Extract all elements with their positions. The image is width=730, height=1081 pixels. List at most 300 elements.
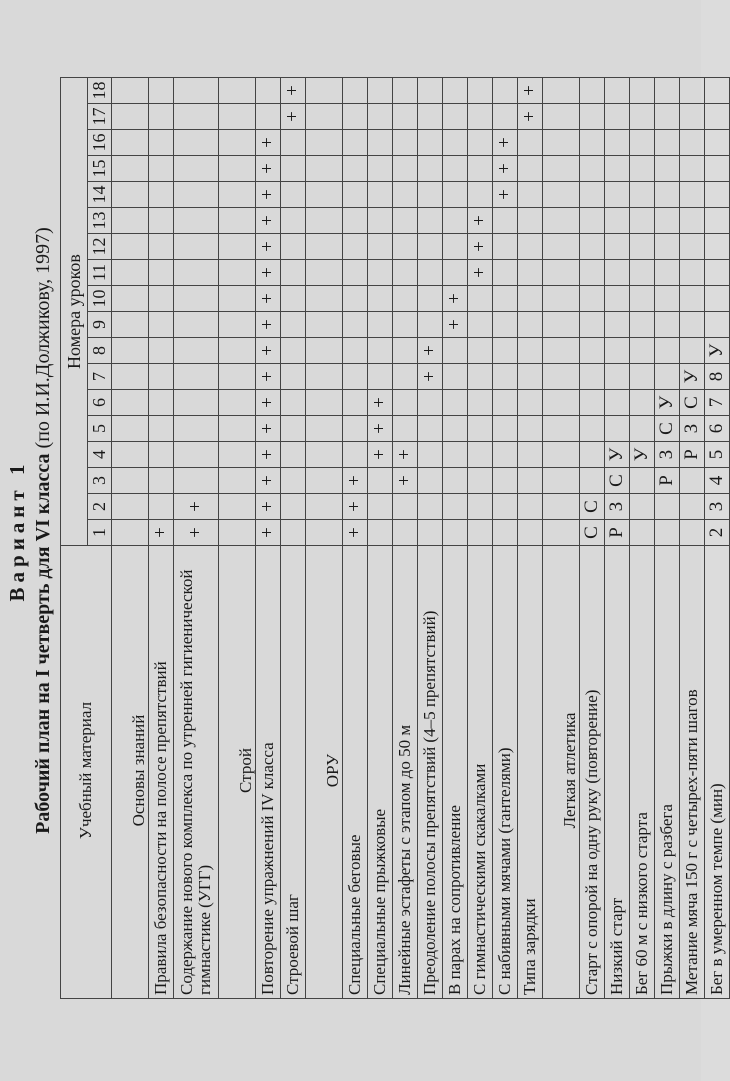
lesson-cell xyxy=(281,364,306,390)
lesson-cell xyxy=(518,364,543,390)
lesson-cell xyxy=(281,312,306,338)
lesson-cell xyxy=(343,182,368,208)
material-label: Строевой шаг xyxy=(281,546,306,999)
lesson-cell xyxy=(368,208,393,234)
lesson-cell xyxy=(393,520,418,546)
lesson-cell xyxy=(705,130,730,156)
lesson-cell xyxy=(368,364,393,390)
lesson-cell xyxy=(149,156,174,182)
lesson-cell xyxy=(393,130,418,156)
lesson-cell xyxy=(680,520,705,546)
lesson-cell xyxy=(468,182,493,208)
lesson-cell xyxy=(443,442,468,468)
lesson-cell xyxy=(418,260,443,286)
lesson-cell xyxy=(368,130,393,156)
plan-subtitle xyxy=(30,0,56,1071)
lesson-cell xyxy=(468,416,493,442)
lesson-cell xyxy=(112,130,149,156)
lesson-cell xyxy=(112,78,149,104)
lesson-cell xyxy=(149,286,174,312)
lessons-column-header: Номера уроков xyxy=(61,78,88,546)
lesson-cell xyxy=(580,130,605,156)
lesson-cell xyxy=(605,234,630,260)
lesson-cell xyxy=(174,234,219,260)
lesson-cell: + xyxy=(256,312,281,338)
table-row xyxy=(630,78,655,999)
table-row xyxy=(149,78,174,999)
lesson-cell xyxy=(493,208,518,234)
lesson-number: 11 xyxy=(88,260,112,286)
lesson-cell xyxy=(655,234,680,260)
lesson-cell: + xyxy=(393,468,418,494)
lesson-cell xyxy=(543,260,580,286)
lesson-cell xyxy=(343,130,368,156)
lesson-cell xyxy=(655,520,680,546)
lesson-cell xyxy=(543,416,580,442)
lesson-cell xyxy=(368,520,393,546)
lesson-cell xyxy=(543,182,580,208)
lesson-cell: + xyxy=(368,390,393,416)
lesson-number: 10 xyxy=(88,286,112,312)
lesson-number: 6 xyxy=(88,390,112,416)
lesson-cell xyxy=(605,390,630,416)
lesson-cell xyxy=(655,208,680,234)
lesson-cell xyxy=(630,520,655,546)
lesson-cell xyxy=(219,234,256,260)
lesson-cell xyxy=(281,260,306,286)
lesson-number: 12 xyxy=(88,234,112,260)
lesson-cell xyxy=(174,338,219,364)
lesson-cell: + xyxy=(256,130,281,156)
lesson-cell xyxy=(705,78,730,104)
lesson-cell xyxy=(343,260,368,286)
lesson-cell xyxy=(149,130,174,156)
lesson-cell xyxy=(518,520,543,546)
lesson-cell xyxy=(418,468,443,494)
lesson-cell: + xyxy=(256,338,281,364)
lesson-cell: + xyxy=(256,468,281,494)
lesson-cell xyxy=(543,156,580,182)
lesson-cell xyxy=(281,416,306,442)
lesson-cell xyxy=(343,416,368,442)
lesson-cell: 7 xyxy=(705,390,730,416)
lesson-cell xyxy=(368,234,393,260)
lesson-cell xyxy=(630,390,655,416)
lesson-cell xyxy=(630,182,655,208)
lesson-cell xyxy=(306,338,343,364)
lesson-cell: С xyxy=(580,520,605,546)
lesson-cell xyxy=(680,130,705,156)
lesson-cell: + xyxy=(493,156,518,182)
lesson-cell: С xyxy=(605,468,630,494)
lesson-cell xyxy=(493,416,518,442)
lesson-cell xyxy=(174,442,219,468)
lesson-cell: + xyxy=(518,78,543,104)
lesson-cell: + xyxy=(256,208,281,234)
table-row xyxy=(468,78,493,999)
section-label: Легкая атлетика xyxy=(543,546,580,999)
lesson-cell xyxy=(393,286,418,312)
lesson-cell xyxy=(393,234,418,260)
lesson-number: 16 xyxy=(88,130,112,156)
lesson-cell xyxy=(518,234,543,260)
lesson-cell: 5 xyxy=(705,442,730,468)
table-row xyxy=(580,78,605,999)
lesson-cell xyxy=(493,286,518,312)
lesson-cell xyxy=(306,130,343,156)
lesson-cell xyxy=(306,468,343,494)
lesson-cell xyxy=(306,286,343,312)
lesson-cell xyxy=(418,208,443,234)
lesson-cell xyxy=(306,208,343,234)
lesson-number: 1 xyxy=(88,520,112,546)
lesson-cell xyxy=(219,286,256,312)
lesson-cell: + xyxy=(256,494,281,520)
lesson-cell xyxy=(580,468,605,494)
lesson-cell xyxy=(543,234,580,260)
material-label: Содержание нового комплекса по утренней гигиенической гимнастике (УГГ) xyxy=(174,546,219,999)
lesson-cell xyxy=(219,364,256,390)
lesson-cell xyxy=(174,364,219,390)
lesson-cell: 2 xyxy=(705,520,730,546)
lesson-cell xyxy=(343,208,368,234)
lesson-cell xyxy=(418,416,443,442)
lesson-cell xyxy=(393,260,418,286)
lesson-cell xyxy=(219,442,256,468)
lesson-cell xyxy=(393,494,418,520)
table-row xyxy=(680,78,705,999)
lesson-cell xyxy=(343,390,368,416)
lesson-cell xyxy=(680,286,705,312)
lesson-cell xyxy=(418,442,443,468)
lesson-cell: + xyxy=(256,156,281,182)
lesson-cell xyxy=(418,520,443,546)
lesson-cell xyxy=(705,208,730,234)
lesson-cell xyxy=(443,104,468,130)
lesson-cell xyxy=(680,182,705,208)
lesson-cell xyxy=(605,104,630,130)
material-label: Типа зарядки xyxy=(518,546,543,999)
lesson-cell xyxy=(655,494,680,520)
lesson-cell xyxy=(393,156,418,182)
lesson-cell xyxy=(149,390,174,416)
lesson-cell xyxy=(149,104,174,130)
lesson-cell xyxy=(418,234,443,260)
lesson-cell xyxy=(518,286,543,312)
lesson-cell xyxy=(368,182,393,208)
lesson-cell xyxy=(219,416,256,442)
lesson-cell xyxy=(393,182,418,208)
lesson-cell xyxy=(443,364,468,390)
lesson-cell xyxy=(493,494,518,520)
lesson-cell xyxy=(219,260,256,286)
lesson-cell xyxy=(368,468,393,494)
lesson-cell: + xyxy=(343,520,368,546)
lesson-cell xyxy=(219,130,256,156)
lesson-cell xyxy=(368,286,393,312)
lesson-cell xyxy=(306,260,343,286)
lesson-cell xyxy=(543,468,580,494)
table-body xyxy=(112,78,730,999)
section-label: Строй xyxy=(219,546,256,999)
lesson-cell: + xyxy=(256,390,281,416)
lesson-cell xyxy=(468,338,493,364)
lesson-cell: З xyxy=(655,442,680,468)
lesson-number: 7 xyxy=(88,364,112,390)
table-row xyxy=(281,78,306,999)
lesson-cell xyxy=(630,208,655,234)
lesson-cell xyxy=(306,312,343,338)
lesson-cell: С xyxy=(680,390,705,416)
lesson-cell xyxy=(418,156,443,182)
lesson-cell xyxy=(306,364,343,390)
lesson-cell xyxy=(580,364,605,390)
lesson-cell xyxy=(705,260,730,286)
lesson-cell xyxy=(630,312,655,338)
lesson-cell xyxy=(605,260,630,286)
lesson-cell xyxy=(680,234,705,260)
lesson-cell xyxy=(393,390,418,416)
table-row xyxy=(174,78,219,999)
lesson-cell xyxy=(518,312,543,338)
table-row xyxy=(443,78,468,999)
lesson-cell xyxy=(281,520,306,546)
lesson-cell xyxy=(219,312,256,338)
lesson-cell xyxy=(493,338,518,364)
lesson-cell xyxy=(443,260,468,286)
lesson-cell xyxy=(705,286,730,312)
lesson-cell xyxy=(393,338,418,364)
lesson-cell: + xyxy=(149,520,174,546)
lesson-cell xyxy=(256,104,281,130)
lesson-cell: + xyxy=(174,494,219,520)
lesson-cell xyxy=(149,416,174,442)
lesson-cell xyxy=(580,338,605,364)
lesson-cell: + xyxy=(343,494,368,520)
lesson-cell xyxy=(393,312,418,338)
lesson-cell xyxy=(543,364,580,390)
lesson-cell xyxy=(680,494,705,520)
lesson-cell xyxy=(468,520,493,546)
table-row xyxy=(655,78,680,999)
lesson-cell xyxy=(174,390,219,416)
lesson-cell xyxy=(543,78,580,104)
lesson-cell xyxy=(655,286,680,312)
lesson-cell xyxy=(219,156,256,182)
lesson-cell xyxy=(306,156,343,182)
lesson-cell xyxy=(306,494,343,520)
lesson-cell: У xyxy=(605,442,630,468)
lesson-cell xyxy=(543,390,580,416)
lesson-cell xyxy=(219,494,256,520)
lesson-cell: + xyxy=(256,364,281,390)
lesson-cell xyxy=(680,104,705,130)
material-label: Специальные прыжковые xyxy=(368,546,393,999)
table-row xyxy=(493,78,518,999)
lesson-number: 9 xyxy=(88,312,112,338)
lesson-cell: 8 xyxy=(705,364,730,390)
lesson-cell xyxy=(418,78,443,104)
lesson-cell xyxy=(112,156,149,182)
lesson-cell xyxy=(580,156,605,182)
lesson-cell xyxy=(443,468,468,494)
lesson-number: 14 xyxy=(88,182,112,208)
lesson-cell xyxy=(518,156,543,182)
material-label: Специальные беговые xyxy=(343,546,368,999)
lesson-cell xyxy=(630,416,655,442)
lesson-cell xyxy=(281,494,306,520)
lesson-cell: 3 xyxy=(705,494,730,520)
lesson-cell: + xyxy=(368,442,393,468)
lesson-cell xyxy=(393,104,418,130)
lesson-cell xyxy=(605,364,630,390)
lesson-cell: + xyxy=(493,130,518,156)
lesson-number: 2 xyxy=(88,494,112,520)
lesson-cell xyxy=(174,468,219,494)
lesson-cell xyxy=(112,312,149,338)
lesson-cell xyxy=(580,260,605,286)
lesson-cell xyxy=(281,338,306,364)
lesson-cell xyxy=(518,468,543,494)
lesson-cell xyxy=(518,260,543,286)
lesson-cell xyxy=(655,104,680,130)
lesson-cell xyxy=(580,390,605,416)
material-label: Метание мяча 150 г с четырех-пяти шагов xyxy=(680,546,705,999)
lesson-cell xyxy=(518,494,543,520)
lesson-cell: У xyxy=(655,390,680,416)
lesson-cell xyxy=(343,234,368,260)
lesson-cell xyxy=(112,338,149,364)
lesson-cell xyxy=(343,364,368,390)
lesson-cell xyxy=(543,494,580,520)
lesson-cell xyxy=(605,182,630,208)
lesson-cell: + xyxy=(256,260,281,286)
section-label: Основы знаний xyxy=(112,546,149,999)
lesson-cell xyxy=(418,286,443,312)
lesson-cell xyxy=(281,234,306,260)
lesson-cell xyxy=(493,468,518,494)
lesson-cell xyxy=(468,78,493,104)
lesson-cell xyxy=(343,104,368,130)
section-row xyxy=(219,78,256,999)
lesson-cell xyxy=(418,130,443,156)
lesson-number: 4 xyxy=(88,442,112,468)
table-row xyxy=(393,78,418,999)
lesson-cell xyxy=(580,286,605,312)
lesson-cell xyxy=(281,156,306,182)
lesson-cell xyxy=(256,78,281,104)
lesson-cell xyxy=(705,156,730,182)
lesson-cell xyxy=(418,182,443,208)
lesson-cell xyxy=(605,78,630,104)
table-row xyxy=(605,78,630,999)
lesson-cell xyxy=(630,338,655,364)
lesson-cell xyxy=(219,520,256,546)
lesson-cell xyxy=(543,286,580,312)
lesson-cell xyxy=(468,130,493,156)
lesson-cell xyxy=(174,104,219,130)
lesson-cell xyxy=(580,234,605,260)
lesson-cell xyxy=(543,520,580,546)
material-label: С гимнастическими скакалками xyxy=(468,546,493,999)
lesson-cell xyxy=(149,234,174,260)
lesson-cell xyxy=(580,416,605,442)
lesson-cell xyxy=(219,78,256,104)
lesson-cell xyxy=(543,312,580,338)
lesson-cell: + xyxy=(393,442,418,468)
lesson-cell: + xyxy=(256,286,281,312)
lesson-cell xyxy=(306,104,343,130)
lesson-cell xyxy=(418,312,443,338)
lesson-cell: + xyxy=(256,416,281,442)
lesson-cell xyxy=(281,286,306,312)
lesson-cell xyxy=(368,494,393,520)
section-label: ОРУ xyxy=(306,546,343,999)
lesson-cell xyxy=(680,468,705,494)
lesson-cell: + xyxy=(256,182,281,208)
table-row xyxy=(368,78,393,999)
lesson-cell: + xyxy=(468,234,493,260)
lesson-cell: 6 xyxy=(705,416,730,442)
lesson-cell xyxy=(281,468,306,494)
lesson-cell xyxy=(306,182,343,208)
lesson-cell xyxy=(112,442,149,468)
lesson-cell: + xyxy=(343,468,368,494)
lesson-cell xyxy=(655,130,680,156)
lesson-cell: + xyxy=(256,520,281,546)
lesson-cell xyxy=(680,260,705,286)
lesson-cell xyxy=(174,182,219,208)
material-label: Преодоление полосы препятствий (4–5 препятствий) xyxy=(418,546,443,999)
lesson-cell xyxy=(580,104,605,130)
lesson-number: 15 xyxy=(88,156,112,182)
lesson-cell: 4 xyxy=(705,468,730,494)
subtitle-main: Рабочий план на I четверть для VI класса xyxy=(32,453,54,834)
lesson-cell xyxy=(543,338,580,364)
lesson-cell xyxy=(493,312,518,338)
material-column-header: Учебный материал xyxy=(61,546,112,999)
lesson-cell xyxy=(393,208,418,234)
lesson-cell xyxy=(174,312,219,338)
lesson-cell xyxy=(368,338,393,364)
lesson-cell xyxy=(281,130,306,156)
lesson-cell xyxy=(605,156,630,182)
lesson-cell xyxy=(655,156,680,182)
table-row xyxy=(418,78,443,999)
lesson-cell xyxy=(368,156,393,182)
material-label: Бег в умеренном темпе (мин) xyxy=(705,546,730,999)
lesson-cell xyxy=(368,312,393,338)
material-label: С набивными мячами (гантелями) xyxy=(493,546,518,999)
lesson-cell xyxy=(605,312,630,338)
lesson-cell xyxy=(174,286,219,312)
lesson-cell xyxy=(393,416,418,442)
lesson-cell xyxy=(468,156,493,182)
lesson-cell: С xyxy=(655,416,680,442)
lesson-cell xyxy=(112,364,149,390)
lesson-cell xyxy=(281,442,306,468)
lesson-cell xyxy=(368,260,393,286)
lesson-cell: У xyxy=(630,442,655,468)
lesson-cell: У xyxy=(680,364,705,390)
table-row xyxy=(518,78,543,999)
lesson-cell xyxy=(219,468,256,494)
lesson-cell xyxy=(468,468,493,494)
lesson-cell xyxy=(518,208,543,234)
lesson-cell xyxy=(468,442,493,468)
lesson-cell xyxy=(418,390,443,416)
lesson-cell xyxy=(443,494,468,520)
